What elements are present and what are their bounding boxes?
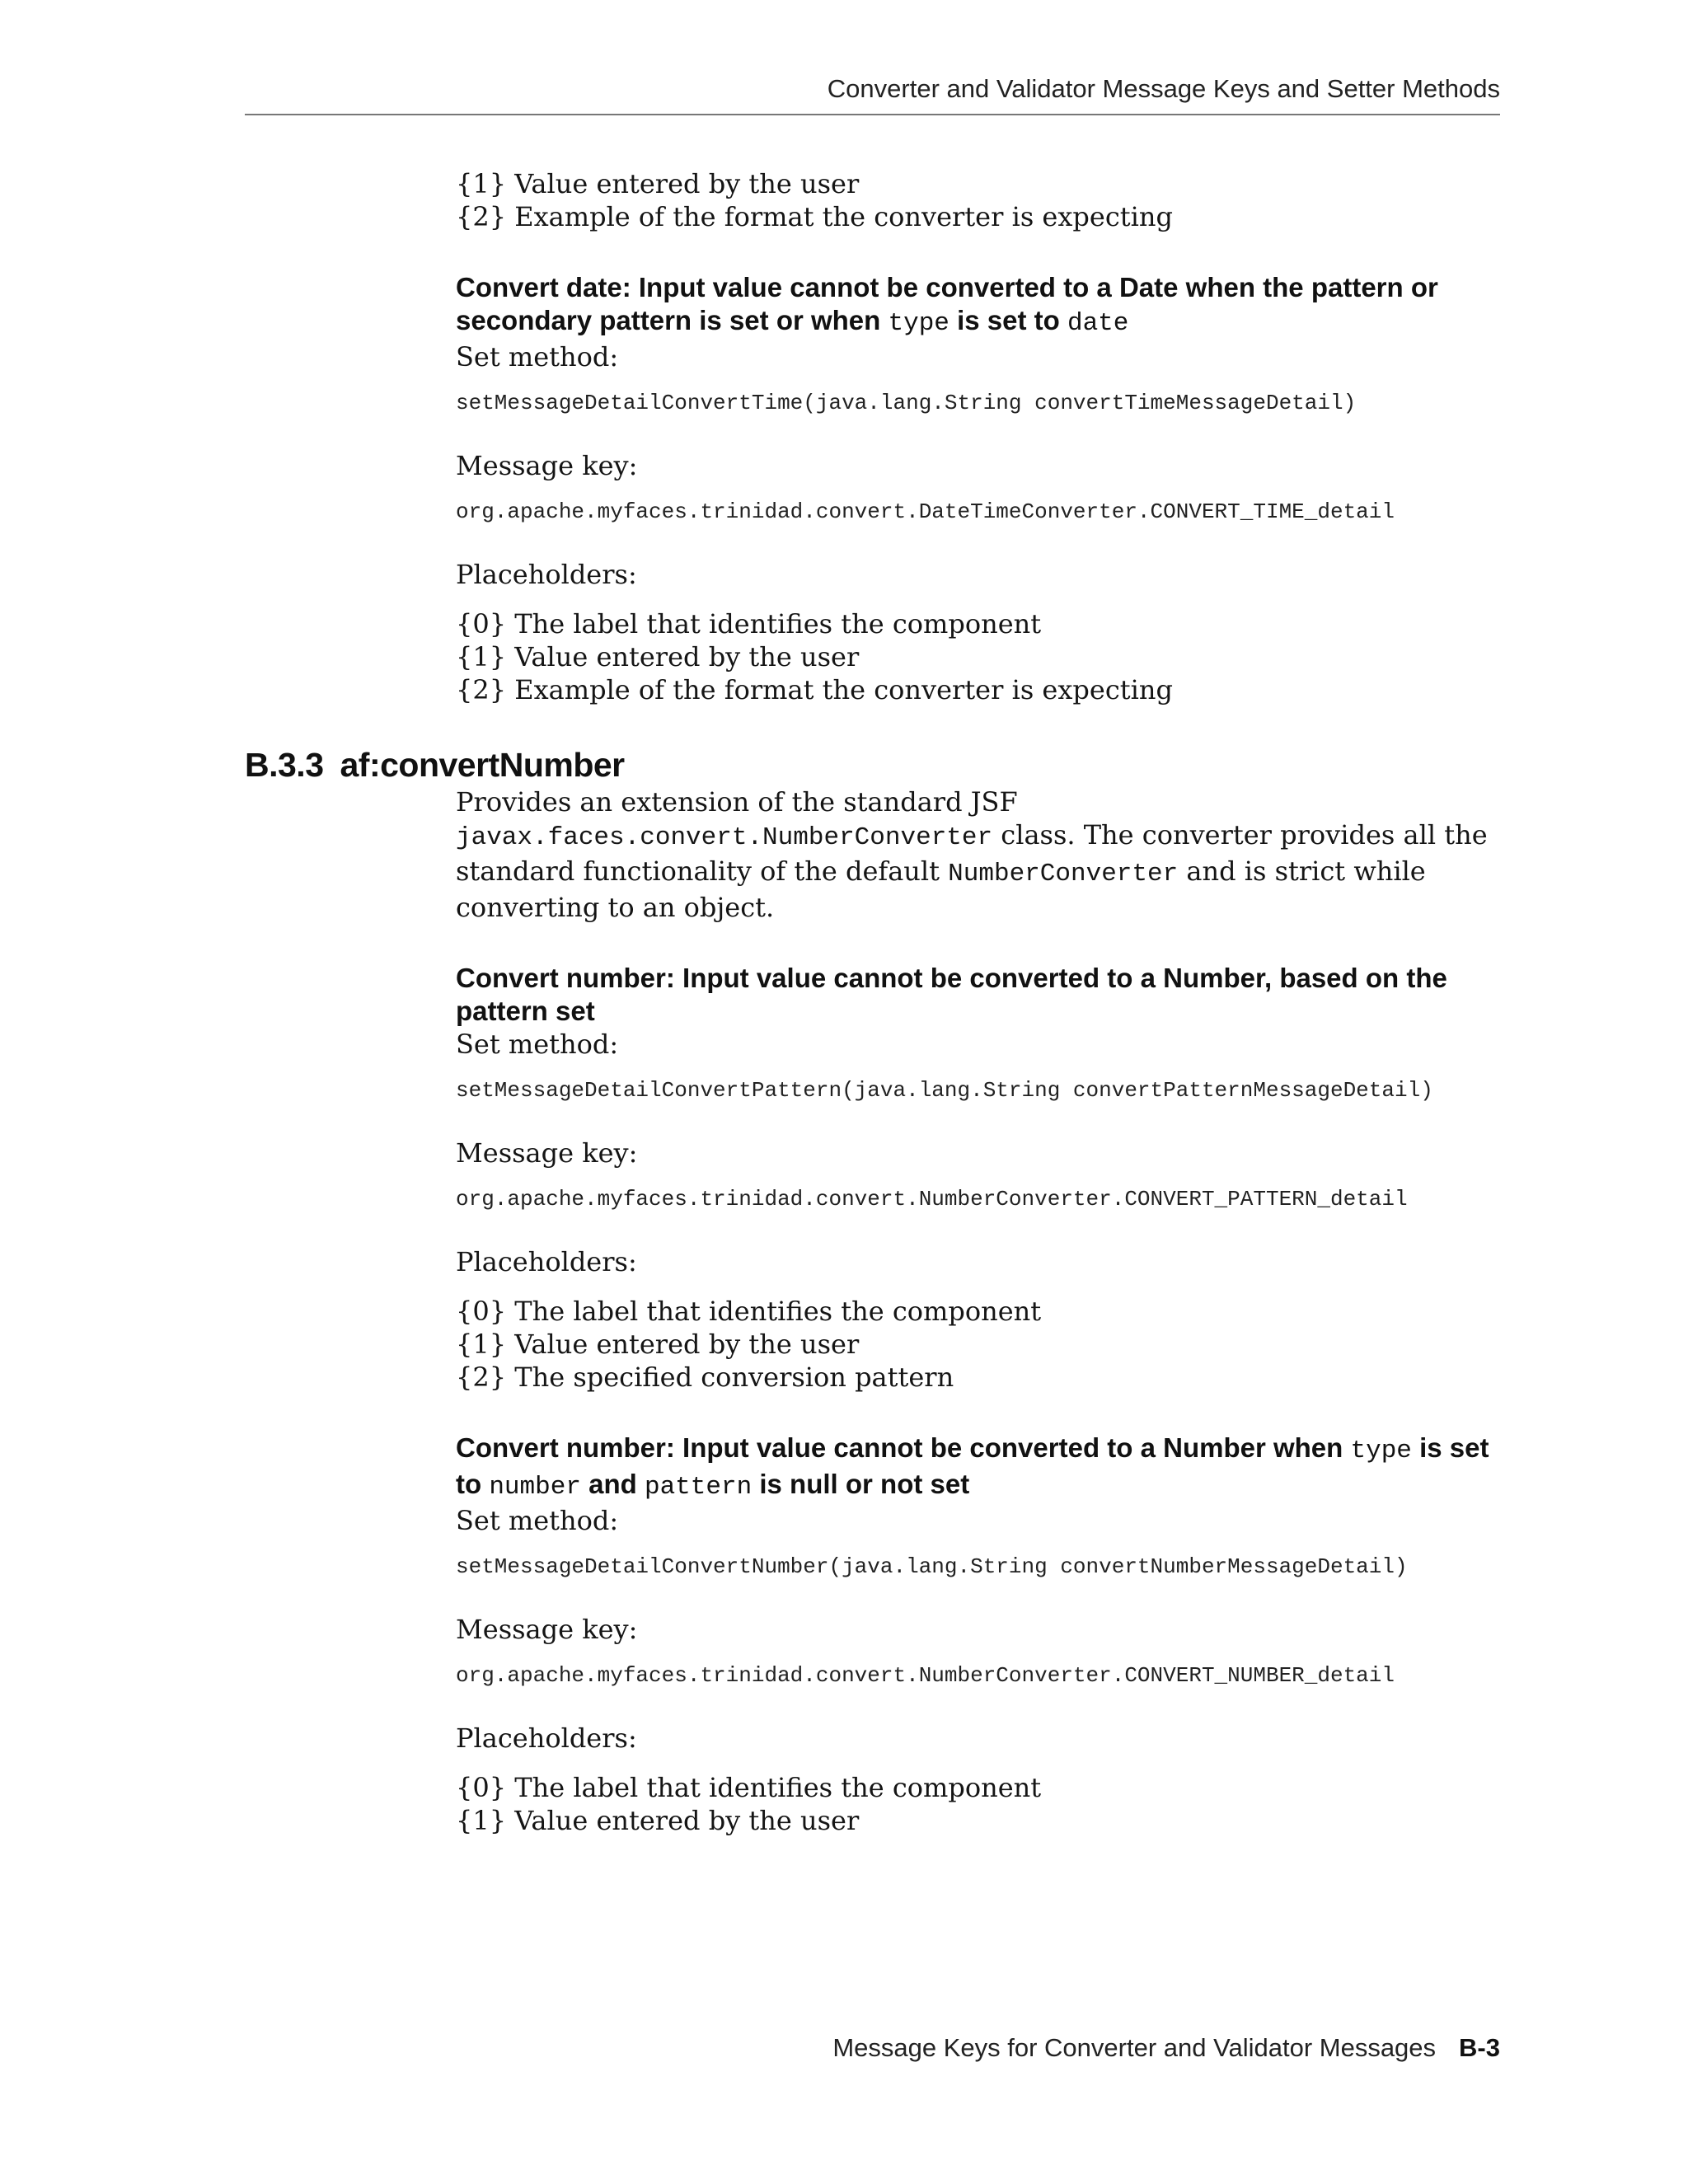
placeholders-label: Placeholders: [456,1722,637,1754]
placeholder-item: {0} The label that identifies the component [456,608,1042,640]
code-type: type [1350,1436,1412,1465]
section-number: B.3.3 [245,746,324,784]
convert-number-type-heading: Convert number: Input value cannot be converted to a Number when type is set to number and pattern is null or not set [456,1432,1489,1502]
code-number: number [489,1473,581,1502]
page-footer [245,2032,1500,2064]
placeholder-item: {2} Example of the format the converter is expecting [456,674,1173,705]
placeholder-item: {1} Value entered by the user [456,1805,860,1836]
placeholder-list [456,607,1504,706]
code-date: date [1067,309,1129,338]
placeholder-item: {1} Value entered by the user [456,168,860,199]
message-key-label: Message key: [456,1614,638,1645]
convert-date-heading: Convert date: Input value cannot be converted to a Date when the pattern or secondary pattern is set or when type is set to date [456,272,1438,338]
placeholder-item: {0} The label that identifies the component [456,1772,1042,1803]
placeholder-list [456,1295,1504,1394]
placeholder-item: {0} The label that identifies the component [456,1296,1042,1327]
message-key-label: Message key: [456,1137,638,1169]
footer-title: Message Keys for Converter and Validator Messages [832,2033,1437,2062]
message-key-code: org.apache.myfaces.trinidad.convert.NumberConverter.CONVERT_PATTERN_detail [456,1187,1408,1212]
code-number-converter-class: javax.faces.convert.NumberConverter [456,823,993,852]
set-method-code: setMessageDetailConvertPattern(java.lang.String convertPatternMessageDetail) [456,1078,1433,1103]
main-content [245,167,1504,1837]
set-method-code: setMessageDetailConvertNumber(java.lang.String convertNumberMessageDetail) [456,1554,1408,1579]
placeholder-item: {2} The specified conversion pattern [456,1361,954,1393]
message-key-label: Message key: [456,450,638,481]
placeholder-item: {1} Value entered by the user [456,1329,860,1360]
set-method-label: Set method: [456,1029,619,1060]
section-heading [245,744,1293,785]
set-method-label: Set method: [456,1505,619,1536]
placeholders-label: Placeholders: [456,559,637,590]
page-number: B-3 [1459,2033,1500,2062]
running-header: Converter and Validator Message Keys and Setter Methods [827,74,1500,103]
set-method-code: setMessageDetailConvertTime(java.lang.String convertTimeMessageDetail) [456,391,1357,415]
code-pattern: pattern [644,1473,753,1502]
code-number-converter: NumberConverter [948,860,1179,888]
intro-placeholder-list [456,167,1504,233]
section-title: af:convertNumber [340,746,625,784]
placeholder-item: {1} Value entered by the user [456,641,860,673]
header-rule [245,114,1500,115]
placeholder-item: {2} Example of the format the converter is expecting [456,201,1173,232]
message-key-code: org.apache.myfaces.trinidad.convert.NumberConverter.CONVERT_NUMBER_detail [456,1663,1395,1688]
message-key-code: org.apache.myfaces.trinidad.convert.DateTimeConverter.CONVERT_TIME_detail [456,499,1395,524]
set-method-label: Set method: [456,341,619,373]
code-type: type [888,309,950,338]
placeholders-label: Placeholders: [456,1246,637,1277]
convert-number-pattern-heading: Convert number: Input value cannot be converted to a Number, based on the pattern set [456,963,1447,1026]
section-description: Provides an extension of the standard JSF javax.faces.convert.NumberConverter class. The converter provides all the standard functionality of the default NumberConverter and is strict while converting to an object. [456,786,1488,923]
placeholder-list [456,1771,1504,1837]
